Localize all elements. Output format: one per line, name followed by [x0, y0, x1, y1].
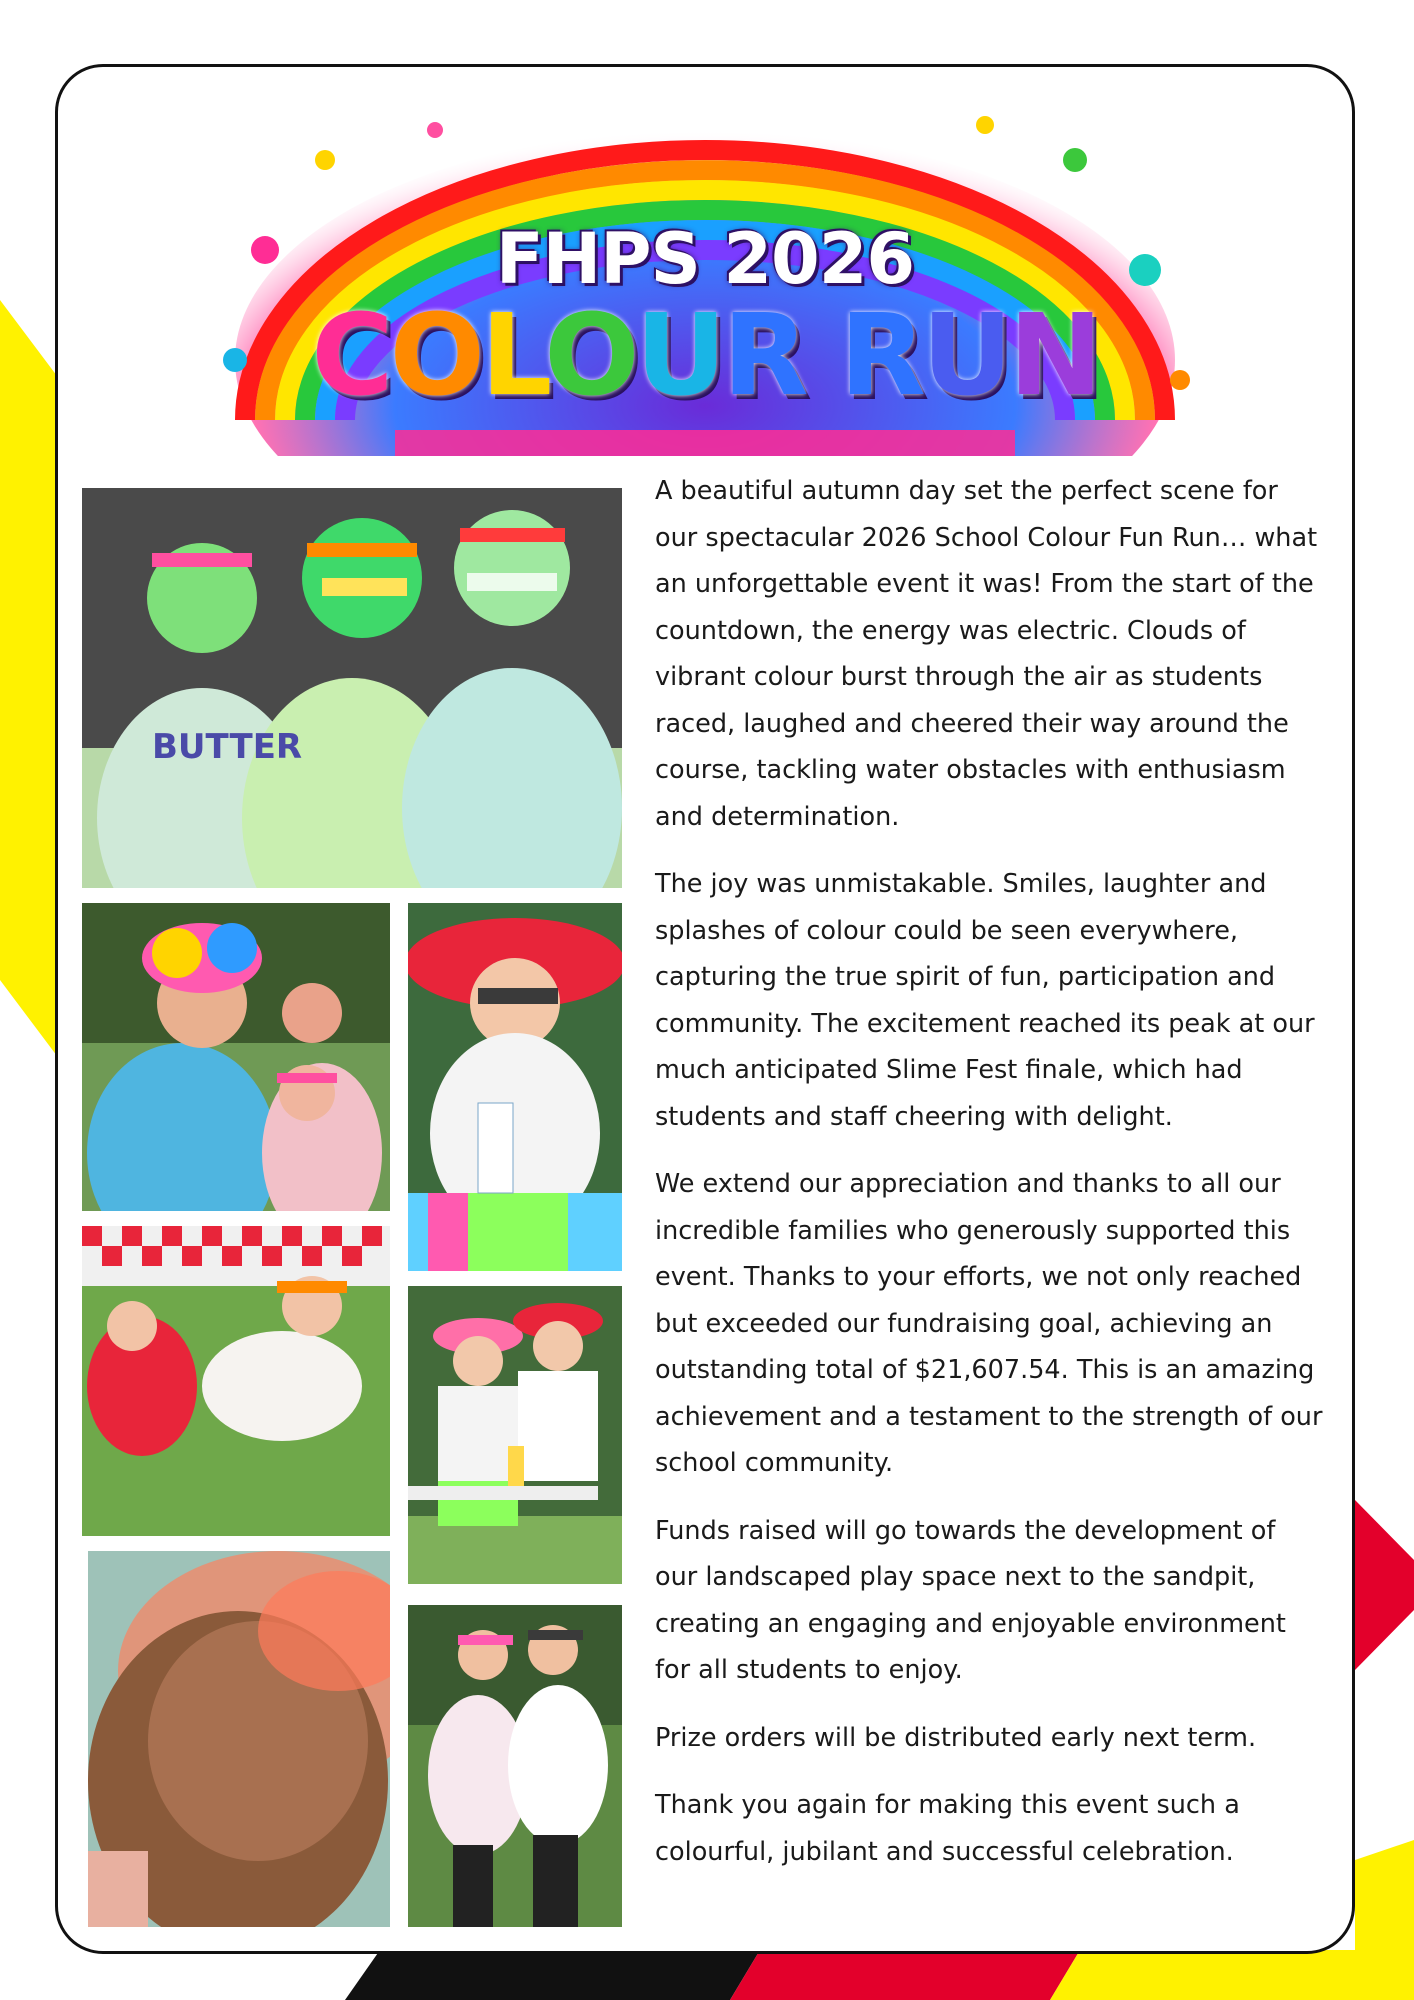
yellow-corner-left — [0, 300, 60, 1060]
shirt-text: BUTTER — [152, 727, 303, 767]
banner-letter: L — [480, 291, 545, 421]
banner-letter: O — [544, 291, 636, 421]
photo-rainbow-wig-family — [82, 903, 390, 1211]
colour-run-banner — [205, 100, 1205, 456]
banner-title-line1: FHPS 2026 — [495, 218, 915, 300]
photo-two-staff — [408, 1605, 622, 1927]
article-paragraph: The joy was unmistakable. Smiles, laughter and splashes of colour could be seen everywhere, capturing the true spirit of fun, participation and community. The excitement reached its peak at our much anticipated Slime Fest finale, which had students and staff cheering with delight. — [655, 869, 1315, 1132]
banner-title-line2 — [205, 291, 1205, 421]
article-paragraph: A beautiful autumn day set the perfect scene for our spectacular 2026 School Colour Fun Run… what an unforgettable event it was! From the start of the countdown, the energy was electric. Clouds of vibrant colour burst through the air as students raced, laughed and cheered their way around the course, tackling water obstacles with enthusiasm and determination. — [655, 476, 1318, 832]
photo-crawling-obstacle — [82, 1226, 390, 1536]
banner-letter: N — [1008, 291, 1099, 421]
banner-letter: R — [839, 291, 922, 421]
photo-hair-colour-powder — [88, 1551, 390, 1927]
bottom-stripes — [0, 1950, 1414, 2000]
banner-letter: U — [921, 291, 1009, 421]
banner-letter — [805, 291, 840, 421]
banner-letter: R — [722, 291, 805, 421]
photo-two-girls-hats — [408, 1286, 622, 1584]
photo-three-boys — [82, 488, 622, 888]
article-paragraph: Prize orders will be distributed early next term. — [655, 1722, 1257, 1753]
article-paragraph: We extend our appreciation and thanks to all our incredible families who generously supported this event. Thanks to your efforts, we not only reached but exceeded our fundraising goal, achieving an outstanding total of $21,607.54. This is an amazing achievement and a testament to the strength of our school community. — [655, 1169, 1323, 1478]
photo-girl-red-hat — [408, 903, 622, 1271]
banner-letter: C — [311, 291, 390, 421]
article-paragraph: Funds raised will go towards the development of our landscaped play space next to the sandpit, creating an engaging and enjoyable environment for all students to enjoy. — [655, 1515, 1286, 1685]
article-paragraph: Thank you again for making this event such a colourful, jubilant and successful celebration. — [655, 1790, 1240, 1867]
banner-letter: O — [389, 291, 481, 421]
red-corner-right — [1355, 1480, 1414, 1680]
banner-letter: U — [635, 291, 723, 421]
article-body — [655, 468, 1325, 1896]
